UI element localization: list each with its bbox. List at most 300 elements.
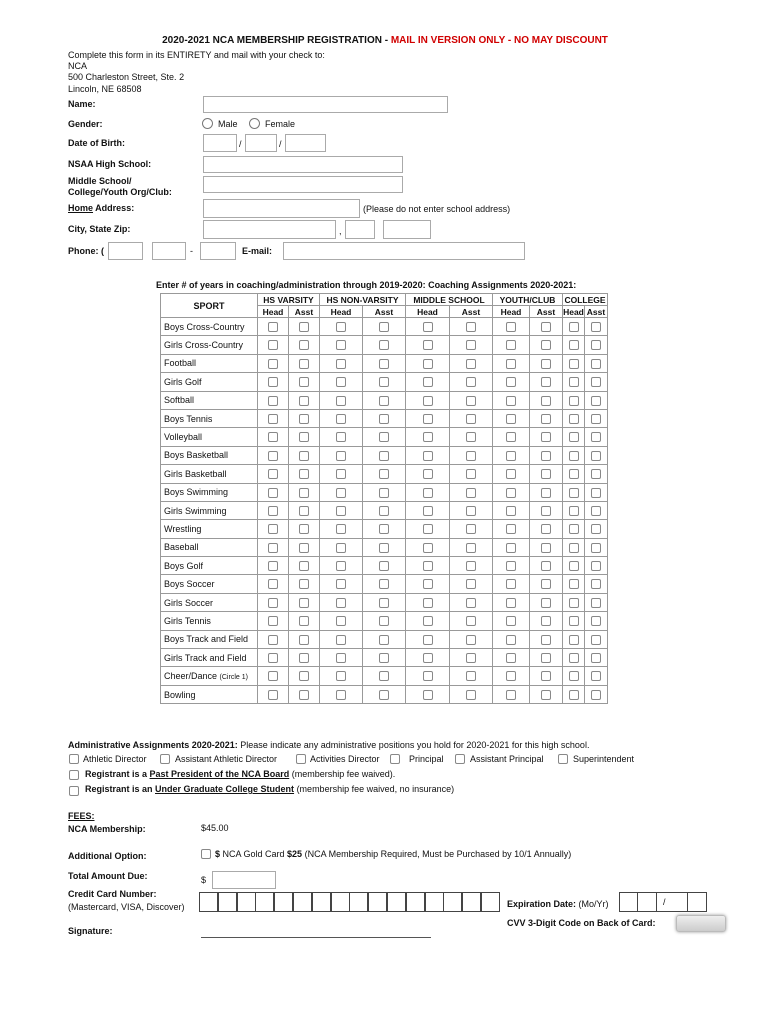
assignment-cell bbox=[450, 446, 493, 464]
city-field[interactable] bbox=[203, 220, 336, 239]
assignment-checkbox[interactable] bbox=[299, 524, 309, 534]
assignment-checkbox[interactable] bbox=[423, 396, 433, 406]
assignment-checkbox[interactable] bbox=[336, 579, 346, 589]
assignment-checkbox[interactable] bbox=[379, 671, 389, 681]
assignment-checkbox[interactable] bbox=[336, 451, 346, 461]
sport-name bbox=[161, 373, 258, 391]
home-address-field[interactable] bbox=[203, 199, 360, 218]
assignment-checkbox[interactable] bbox=[299, 653, 309, 663]
assignment-checkbox[interactable] bbox=[336, 635, 346, 645]
assignment-checkbox[interactable] bbox=[541, 451, 551, 461]
cc-digit-box[interactable] bbox=[406, 892, 425, 912]
assignment-checkbox[interactable] bbox=[336, 506, 346, 516]
cc-digit-box[interactable] bbox=[199, 892, 218, 912]
assignment-checkbox[interactable] bbox=[379, 340, 389, 350]
assignment-checkbox[interactable] bbox=[336, 432, 346, 442]
assignment-checkbox[interactable] bbox=[423, 653, 433, 663]
assignment-checkbox[interactable] bbox=[268, 414, 278, 424]
assignment-checkbox[interactable] bbox=[299, 598, 309, 608]
assignment-checkbox[interactable] bbox=[591, 598, 601, 608]
assignment-checkbox[interactable] bbox=[466, 451, 476, 461]
assignment-checkbox[interactable] bbox=[541, 635, 551, 645]
assignment-checkbox[interactable] bbox=[466, 340, 476, 350]
sub-header: Asst bbox=[450, 306, 493, 318]
assignment-checkbox[interactable] bbox=[569, 432, 579, 442]
assignment-checkbox[interactable] bbox=[336, 377, 346, 387]
assignment-cell bbox=[258, 483, 289, 501]
assignment-checkbox[interactable] bbox=[268, 616, 278, 626]
assignment-checkbox[interactable] bbox=[466, 396, 476, 406]
assignment-checkbox[interactable] bbox=[466, 432, 476, 442]
assignment-checkbox[interactable] bbox=[268, 377, 278, 387]
assignment-checkbox[interactable] bbox=[569, 469, 579, 479]
assignment-checkbox[interactable] bbox=[299, 543, 309, 553]
assignment-cell bbox=[530, 373, 563, 391]
assignment-checkbox[interactable] bbox=[379, 616, 389, 626]
assignment-checkbox[interactable] bbox=[299, 432, 309, 442]
assignment-checkbox[interactable] bbox=[423, 322, 433, 332]
assignment-cell bbox=[563, 428, 585, 446]
assignment-checkbox[interactable] bbox=[379, 396, 389, 406]
assignment-checkbox[interactable] bbox=[299, 414, 309, 424]
assignment-checkbox[interactable] bbox=[591, 616, 601, 626]
assignment-cell bbox=[563, 685, 585, 703]
assignment-checkbox[interactable] bbox=[423, 469, 433, 479]
assignment-checkbox[interactable] bbox=[569, 690, 579, 700]
assignment-checkbox[interactable] bbox=[591, 635, 601, 645]
past-president-checkbox[interactable] bbox=[69, 770, 79, 780]
assignment-checkbox[interactable] bbox=[423, 432, 433, 442]
assignment-checkbox[interactable] bbox=[466, 653, 476, 663]
assignment-checkbox[interactable] bbox=[591, 377, 601, 387]
assignment-checkbox[interactable] bbox=[423, 377, 433, 387]
assignment-checkbox[interactable] bbox=[379, 635, 389, 645]
dob-year-field[interactable] bbox=[285, 134, 326, 152]
assignment-checkbox[interactable] bbox=[569, 561, 579, 571]
assignment-checkbox[interactable] bbox=[591, 506, 601, 516]
assignment-checkbox[interactable] bbox=[299, 377, 309, 387]
assignment-checkbox[interactable] bbox=[379, 451, 389, 461]
assignment-checkbox[interactable] bbox=[336, 616, 346, 626]
phone-area-field[interactable] bbox=[108, 242, 143, 260]
assignment-checkbox[interactable] bbox=[506, 322, 516, 332]
assignment-checkbox[interactable] bbox=[299, 488, 309, 498]
assignment-checkbox[interactable] bbox=[268, 506, 278, 516]
assignment-checkbox[interactable] bbox=[569, 340, 579, 350]
assignment-checkbox[interactable] bbox=[569, 653, 579, 663]
principal-checkbox[interactable] bbox=[390, 754, 400, 764]
assignment-checkbox[interactable] bbox=[379, 469, 389, 479]
assignment-checkbox[interactable] bbox=[506, 690, 516, 700]
assignment-checkbox[interactable] bbox=[299, 690, 309, 700]
past-president-underline: Past President of the NCA Board bbox=[149, 769, 290, 779]
assignment-checkbox[interactable] bbox=[541, 469, 551, 479]
assignment-checkbox[interactable] bbox=[466, 561, 476, 571]
assignment-checkbox[interactable] bbox=[336, 690, 346, 700]
assignment-cell bbox=[450, 409, 493, 427]
assignment-checkbox[interactable] bbox=[466, 579, 476, 589]
assignment-checkbox[interactable] bbox=[268, 653, 278, 663]
assignment-checkbox[interactable] bbox=[541, 671, 551, 681]
assignment-checkbox[interactable] bbox=[268, 396, 278, 406]
assignment-checkbox[interactable] bbox=[423, 451, 433, 461]
assignment-checkbox[interactable] bbox=[591, 396, 601, 406]
assignment-checkbox[interactable] bbox=[541, 414, 551, 424]
assignment-checkbox[interactable] bbox=[541, 561, 551, 571]
zip-field[interactable] bbox=[383, 220, 431, 239]
assignment-checkbox[interactable] bbox=[423, 359, 433, 369]
assignment-checkbox[interactable] bbox=[336, 469, 346, 479]
cc-digit-box[interactable] bbox=[462, 892, 481, 912]
assignment-checkbox[interactable] bbox=[506, 506, 516, 516]
assignment-checkbox[interactable] bbox=[591, 690, 601, 700]
assignment-checkbox[interactable] bbox=[506, 579, 516, 589]
assignment-checkbox[interactable] bbox=[506, 377, 516, 387]
assignment-checkbox[interactable] bbox=[379, 359, 389, 369]
assignment-checkbox[interactable] bbox=[336, 359, 346, 369]
assignment-checkbox[interactable] bbox=[591, 414, 601, 424]
assignment-checkbox[interactable] bbox=[299, 561, 309, 571]
assignment-checkbox[interactable] bbox=[336, 396, 346, 406]
assignment-checkbox[interactable] bbox=[423, 506, 433, 516]
assistant-principal-checkbox[interactable] bbox=[455, 754, 465, 764]
gold-card-checkbox[interactable] bbox=[201, 849, 211, 859]
assignment-checkbox[interactable] bbox=[268, 451, 278, 461]
assignment-checkbox[interactable] bbox=[299, 671, 309, 681]
assignment-checkbox[interactable] bbox=[466, 469, 476, 479]
assignment-cell bbox=[493, 336, 530, 354]
assignment-checkbox[interactable] bbox=[569, 506, 579, 516]
exp-year-box-1[interactable] bbox=[656, 892, 688, 912]
assignment-checkbox[interactable] bbox=[379, 690, 389, 700]
assignment-checkbox[interactable] bbox=[541, 359, 551, 369]
cc-digit-box[interactable] bbox=[481, 892, 500, 912]
assignment-checkbox[interactable] bbox=[541, 396, 551, 406]
assignment-checkbox[interactable] bbox=[591, 340, 601, 350]
cc-digit-box[interactable] bbox=[312, 892, 331, 912]
assignment-checkbox[interactable] bbox=[268, 561, 278, 571]
assignment-checkbox[interactable] bbox=[506, 524, 516, 534]
assignment-checkbox[interactable] bbox=[541, 488, 551, 498]
table-row bbox=[161, 409, 608, 427]
assignment-checkbox[interactable] bbox=[569, 671, 579, 681]
assignment-cell bbox=[289, 685, 320, 703]
activities-director-checkbox[interactable] bbox=[296, 754, 306, 764]
assignment-checkbox[interactable] bbox=[591, 451, 601, 461]
assignment-checkbox[interactable] bbox=[423, 579, 433, 589]
email-field[interactable] bbox=[283, 242, 525, 260]
assignment-checkbox[interactable] bbox=[591, 488, 601, 498]
assignment-checkbox[interactable] bbox=[591, 543, 601, 553]
assignment-checkbox[interactable] bbox=[506, 561, 516, 571]
assignment-checkbox[interactable] bbox=[506, 653, 516, 663]
assignment-checkbox[interactable] bbox=[268, 524, 278, 534]
assignment-checkbox[interactable] bbox=[423, 524, 433, 534]
assignment-checkbox[interactable] bbox=[336, 414, 346, 424]
assignment-checkbox[interactable] bbox=[466, 671, 476, 681]
assignment-checkbox[interactable] bbox=[423, 690, 433, 700]
nsaa-field[interactable] bbox=[203, 156, 403, 173]
assignment-checkbox[interactable] bbox=[379, 488, 389, 498]
cc-digit-box[interactable] bbox=[387, 892, 406, 912]
assignment-cell bbox=[406, 667, 450, 685]
assignment-checkbox[interactable] bbox=[379, 432, 389, 442]
assignment-checkbox[interactable] bbox=[336, 488, 346, 498]
sport-label: Girls Golf bbox=[164, 376, 202, 387]
dob-day-field[interactable] bbox=[245, 134, 277, 152]
assignment-checkbox[interactable] bbox=[506, 432, 516, 442]
assignment-checkbox[interactable] bbox=[506, 396, 516, 406]
assignment-checkbox[interactable] bbox=[569, 322, 579, 332]
assignment-checkbox[interactable] bbox=[299, 616, 309, 626]
assignment-checkbox[interactable] bbox=[569, 635, 579, 645]
exp-month-box-1[interactable] bbox=[619, 892, 638, 912]
assignment-checkbox[interactable] bbox=[591, 322, 601, 332]
assignment-checkbox[interactable] bbox=[466, 635, 476, 645]
cvv-field[interactable] bbox=[676, 915, 726, 932]
assignment-checkbox[interactable] bbox=[591, 359, 601, 369]
assignment-cell bbox=[450, 685, 493, 703]
assignment-checkbox[interactable] bbox=[336, 543, 346, 553]
assignment-checkbox[interactable] bbox=[466, 377, 476, 387]
assignment-checkbox[interactable] bbox=[379, 414, 389, 424]
assignment-checkbox[interactable] bbox=[423, 414, 433, 424]
sport-name bbox=[161, 501, 258, 519]
cc-digit-box[interactable] bbox=[255, 892, 274, 912]
email-label: E-mail: bbox=[242, 246, 273, 256]
assignment-cell bbox=[406, 354, 450, 372]
assignment-checkbox[interactable] bbox=[541, 653, 551, 663]
assignment-checkbox[interactable] bbox=[379, 561, 389, 571]
cc-digit-box[interactable] bbox=[425, 892, 444, 912]
assignment-checkbox[interactable] bbox=[569, 359, 579, 369]
assignment-checkbox[interactable] bbox=[379, 653, 389, 663]
assignment-checkbox[interactable] bbox=[299, 469, 309, 479]
assignment-checkbox[interactable] bbox=[299, 635, 309, 645]
assignment-cell bbox=[493, 501, 530, 519]
assignment-checkbox[interactable] bbox=[299, 340, 309, 350]
assignment-cell bbox=[363, 593, 406, 611]
assignment-cell bbox=[406, 575, 450, 593]
assignment-checkbox[interactable] bbox=[423, 598, 433, 608]
assignment-cell bbox=[258, 520, 289, 538]
assignment-checkbox[interactable] bbox=[466, 616, 476, 626]
assignment-checkbox[interactable] bbox=[466, 322, 476, 332]
exp-year-box-2[interactable] bbox=[687, 892, 707, 912]
cc-digit-box[interactable] bbox=[237, 892, 256, 912]
asst-athletic-director-checkbox[interactable] bbox=[160, 754, 170, 764]
sport-label: Boys Cross-Country bbox=[164, 321, 245, 332]
assignment-checkbox[interactable] bbox=[299, 359, 309, 369]
assignment-checkbox[interactable] bbox=[268, 635, 278, 645]
assignment-cell bbox=[585, 446, 608, 464]
admin-title bbox=[68, 740, 589, 750]
state-field[interactable] bbox=[345, 220, 375, 239]
assignment-checkbox[interactable] bbox=[466, 506, 476, 516]
assignment-checkbox[interactable] bbox=[541, 616, 551, 626]
assignment-checkbox[interactable] bbox=[268, 340, 278, 350]
sport-label: Wrestling bbox=[164, 523, 202, 534]
assignment-checkbox[interactable] bbox=[423, 340, 433, 350]
assignment-checkbox[interactable] bbox=[379, 322, 389, 332]
assignment-checkbox[interactable] bbox=[569, 488, 579, 498]
assignment-checkbox[interactable] bbox=[299, 579, 309, 589]
assignment-checkbox[interactable] bbox=[506, 414, 516, 424]
assignment-cell bbox=[585, 501, 608, 519]
assignment-checkbox[interactable] bbox=[336, 671, 346, 681]
assignment-checkbox[interactable] bbox=[268, 469, 278, 479]
assignment-checkbox[interactable] bbox=[423, 635, 433, 645]
assignment-cell bbox=[450, 575, 493, 593]
assignment-checkbox[interactable] bbox=[423, 561, 433, 571]
undergrad-checkbox[interactable] bbox=[69, 786, 79, 796]
cc-digit-box[interactable] bbox=[331, 892, 350, 912]
assignment-checkbox[interactable] bbox=[268, 322, 278, 332]
assignment-checkbox[interactable] bbox=[541, 322, 551, 332]
assignment-checkbox[interactable] bbox=[591, 653, 601, 663]
cc-digit-box[interactable] bbox=[218, 892, 237, 912]
exp-slash: / bbox=[663, 897, 666, 907]
assignment-checkbox[interactable] bbox=[299, 322, 309, 332]
assignment-checkbox[interactable] bbox=[268, 579, 278, 589]
assignment-checkbox[interactable] bbox=[569, 598, 579, 608]
assignment-checkbox[interactable] bbox=[541, 506, 551, 516]
cc-digit-box[interactable] bbox=[368, 892, 387, 912]
assignment-checkbox[interactable] bbox=[569, 616, 579, 626]
assignment-checkbox[interactable] bbox=[591, 671, 601, 681]
assignment-checkbox[interactable] bbox=[569, 524, 579, 534]
assignment-checkbox[interactable] bbox=[591, 469, 601, 479]
assignment-checkbox[interactable] bbox=[268, 488, 278, 498]
assignment-checkbox[interactable] bbox=[466, 414, 476, 424]
assignment-checkbox[interactable] bbox=[569, 396, 579, 406]
assignment-cell bbox=[406, 391, 450, 409]
total-field[interactable] bbox=[212, 871, 276, 889]
assignment-checkbox[interactable] bbox=[591, 579, 601, 589]
phone-line-field[interactable] bbox=[200, 242, 236, 260]
assignment-checkbox[interactable] bbox=[379, 377, 389, 387]
assignment-checkbox[interactable] bbox=[336, 598, 346, 608]
cc-digit-box[interactable] bbox=[349, 892, 368, 912]
name-field[interactable] bbox=[203, 96, 448, 113]
assignment-checkbox[interactable] bbox=[466, 524, 476, 534]
assignment-checkbox[interactable] bbox=[466, 359, 476, 369]
assignment-checkbox[interactable] bbox=[336, 524, 346, 534]
female-radio[interactable] bbox=[249, 118, 260, 129]
assignment-cell bbox=[289, 409, 320, 427]
assignment-checkbox[interactable] bbox=[423, 671, 433, 681]
assignment-checkbox[interactable] bbox=[506, 340, 516, 350]
dob-month-field[interactable] bbox=[203, 134, 237, 152]
assignment-checkbox[interactable] bbox=[506, 488, 516, 498]
assignment-checkbox[interactable] bbox=[541, 598, 551, 608]
assignment-checkbox[interactable] bbox=[268, 359, 278, 369]
assignment-checkbox[interactable] bbox=[379, 524, 389, 534]
assignment-checkbox[interactable] bbox=[423, 616, 433, 626]
phone-prefix-field[interactable] bbox=[152, 242, 186, 260]
assignment-checkbox[interactable] bbox=[541, 543, 551, 553]
assignment-checkbox[interactable] bbox=[541, 432, 551, 442]
assignment-checkbox[interactable] bbox=[569, 543, 579, 553]
assignment-checkbox[interactable] bbox=[569, 451, 579, 461]
assignment-checkbox[interactable] bbox=[591, 524, 601, 534]
male-radio[interactable] bbox=[202, 118, 213, 129]
assignment-checkbox[interactable] bbox=[268, 690, 278, 700]
assignment-checkbox[interactable] bbox=[268, 671, 278, 681]
assignment-checkbox[interactable] bbox=[268, 543, 278, 553]
table-row bbox=[161, 446, 608, 464]
assignment-checkbox[interactable] bbox=[379, 598, 389, 608]
assignment-checkbox[interactable] bbox=[541, 690, 551, 700]
assignment-checkbox[interactable] bbox=[336, 322, 346, 332]
assignment-cell bbox=[289, 667, 320, 685]
cc-digit-box[interactable] bbox=[443, 892, 462, 912]
assignment-checkbox[interactable] bbox=[541, 524, 551, 534]
assignment-checkbox[interactable] bbox=[466, 598, 476, 608]
assignment-checkbox[interactable] bbox=[506, 359, 516, 369]
assignment-cell bbox=[530, 465, 563, 483]
past-president-bold: Registrant is a bbox=[85, 769, 150, 779]
assignment-cell bbox=[363, 409, 406, 427]
assignment-checkbox[interactable] bbox=[541, 377, 551, 387]
assignment-checkbox[interactable] bbox=[268, 598, 278, 608]
title-main: 2020-2021 NCA MEMBERSHIP REGISTRATION - bbox=[162, 35, 391, 46]
assignment-checkbox[interactable] bbox=[506, 635, 516, 645]
assignment-checkbox[interactable] bbox=[506, 451, 516, 461]
assignment-checkbox[interactable] bbox=[299, 396, 309, 406]
assignment-checkbox[interactable] bbox=[506, 543, 516, 553]
signature-line[interactable] bbox=[201, 937, 431, 938]
address-word: Address: bbox=[93, 203, 135, 213]
sport-name bbox=[161, 575, 258, 593]
assignment-checkbox[interactable] bbox=[423, 488, 433, 498]
assignment-checkbox[interactable] bbox=[423, 543, 433, 553]
assignment-checkbox[interactable] bbox=[379, 543, 389, 553]
assignment-checkbox[interactable] bbox=[466, 690, 476, 700]
assignment-checkbox[interactable] bbox=[466, 543, 476, 553]
assignment-checkbox[interactable] bbox=[541, 579, 551, 589]
assignment-checkbox[interactable] bbox=[506, 616, 516, 626]
assignment-checkbox[interactable] bbox=[569, 579, 579, 589]
middle-school-field[interactable] bbox=[203, 176, 403, 193]
assignment-checkbox[interactable] bbox=[506, 671, 516, 681]
assignment-checkbox[interactable] bbox=[569, 414, 579, 424]
assignment-cell bbox=[450, 593, 493, 611]
assignment-checkbox[interactable] bbox=[336, 653, 346, 663]
assignment-checkbox[interactable] bbox=[379, 579, 389, 589]
assignment-checkbox[interactable] bbox=[569, 377, 579, 387]
assignment-cell bbox=[363, 446, 406, 464]
assignment-checkbox[interactable] bbox=[268, 432, 278, 442]
assignment-cell bbox=[320, 538, 363, 556]
assignment-checkbox[interactable] bbox=[506, 469, 516, 479]
athletic-director-checkbox[interactable] bbox=[69, 754, 79, 764]
exp-month-box-2[interactable] bbox=[637, 892, 657, 912]
assignment-checkbox[interactable] bbox=[466, 488, 476, 498]
assignment-checkbox[interactable] bbox=[541, 340, 551, 350]
assignment-checkbox[interactable] bbox=[591, 432, 601, 442]
assignment-checkbox[interactable] bbox=[336, 561, 346, 571]
cc-digit-box[interactable] bbox=[274, 892, 293, 912]
assignment-checkbox[interactable] bbox=[336, 340, 346, 350]
assignment-checkbox[interactable] bbox=[299, 506, 309, 516]
assignment-checkbox[interactable] bbox=[591, 561, 601, 571]
superintendent-checkbox[interactable] bbox=[558, 754, 568, 764]
assignment-checkbox[interactable] bbox=[299, 451, 309, 461]
assignment-checkbox[interactable] bbox=[506, 598, 516, 608]
cc-digit-box[interactable] bbox=[293, 892, 312, 912]
assignment-checkbox[interactable] bbox=[379, 506, 389, 516]
